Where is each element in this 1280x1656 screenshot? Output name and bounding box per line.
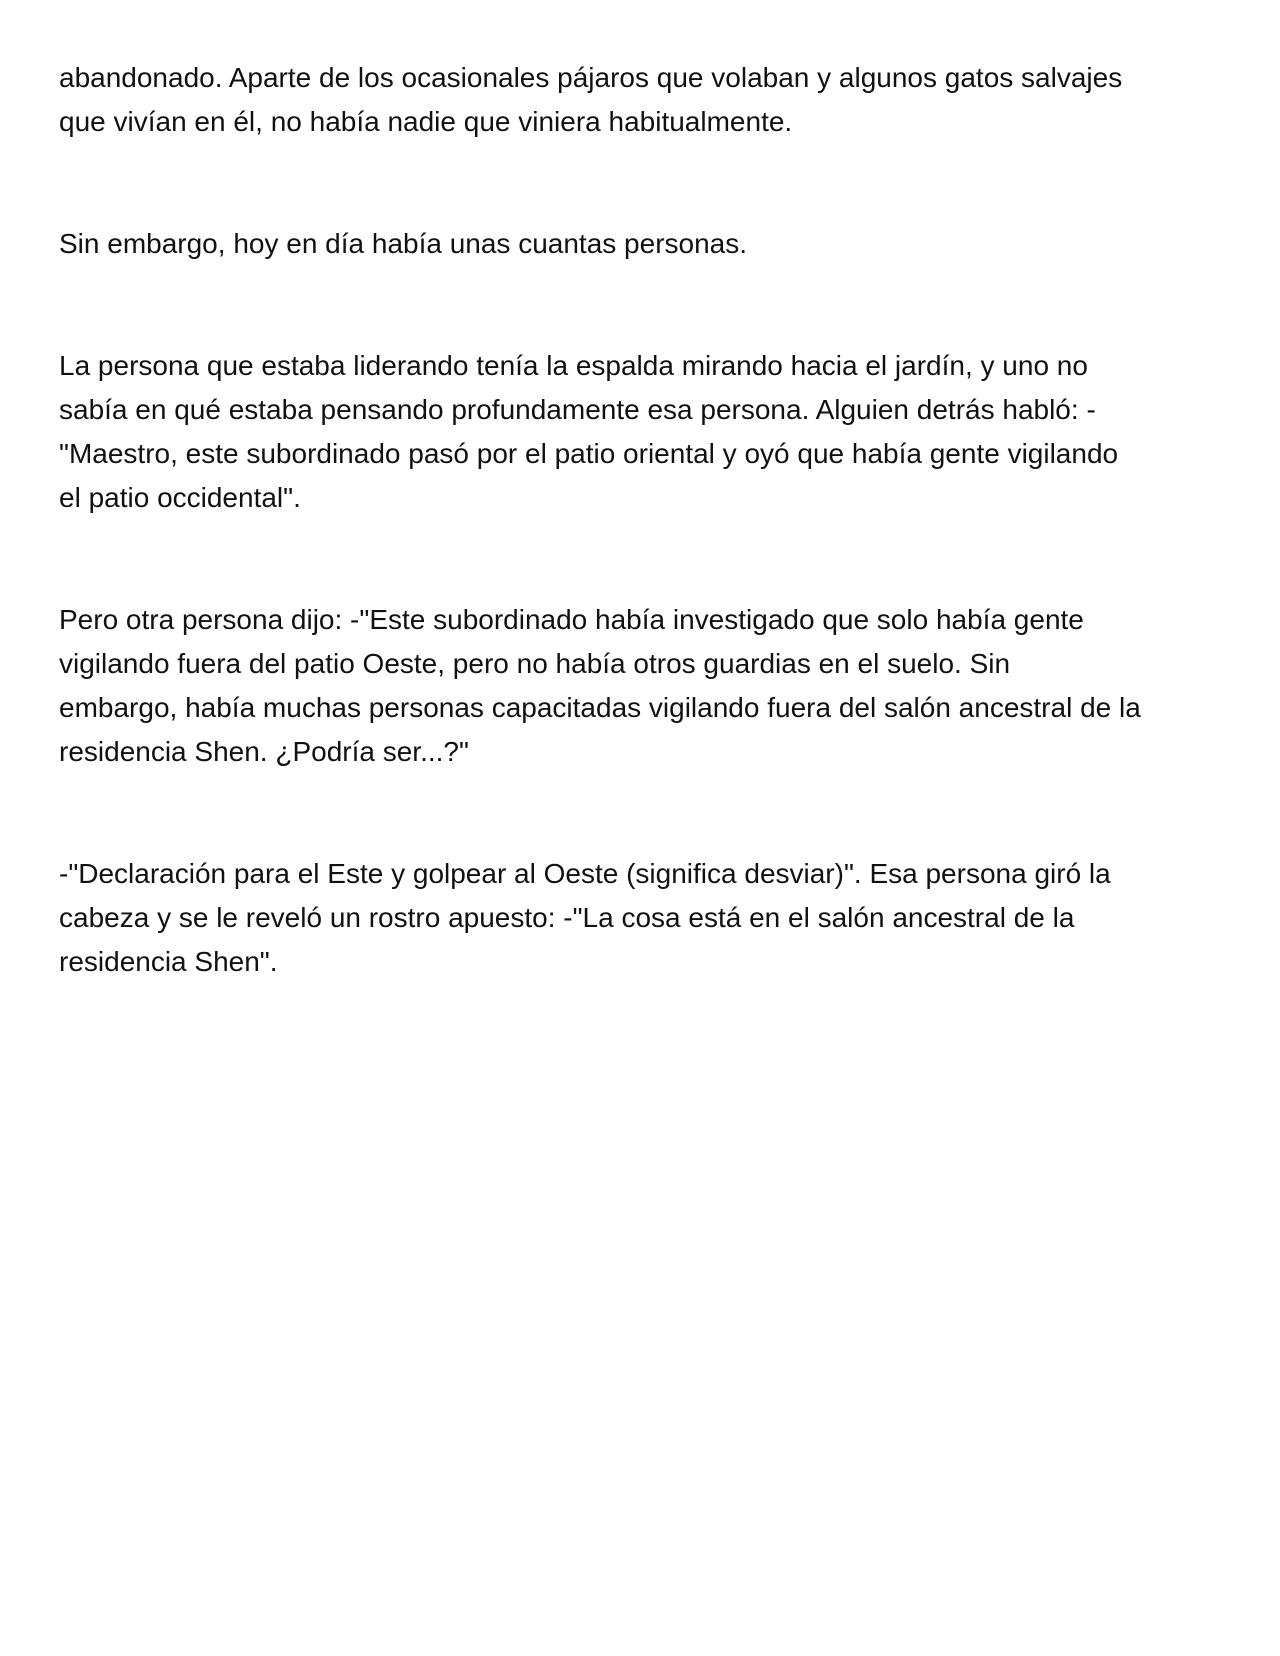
paragraph-3: La persona que estaba liderando tenía la espalda mirando hacia el jardín, y uno no sabía en qué estaba pensando profundamente esa persona. Alguien detrás habló: - "Maestro, este subordinado pasó por el patio oriental y oyó que había gente vigilando el patio occidental". xyxy=(59,350,1119,513)
document-body xyxy=(59,56,1229,984)
paragraph-5: -"Declaración para el Este y golpear al Oeste (significa desviar)". Esa persona giró la cabeza y se le reveló un rostro apuesto: -"La cosa está en el salón ancestral de la residencia Shen". xyxy=(59,858,1111,977)
paragraph-2: Sin embargo, hoy en día había unas cuantas personas. xyxy=(59,228,748,259)
paragraph-4: Pero otra persona dijo: -"Este subordinado había investigado que solo había gente vigilando fuera del patio Oeste, pero no había otros guardias en el suelo. Sin embargo, había muchas personas capacitadas vigilando fuera del salón ancestral de la residencia Shen. ¿Podría ser...?" xyxy=(59,604,1141,767)
paragraph-1: abandonado. Aparte de los ocasionales pájaros que volaban y algunos gatos salvajes que vivían en él, no había nadie que viniera habitualmente. xyxy=(59,62,1123,137)
